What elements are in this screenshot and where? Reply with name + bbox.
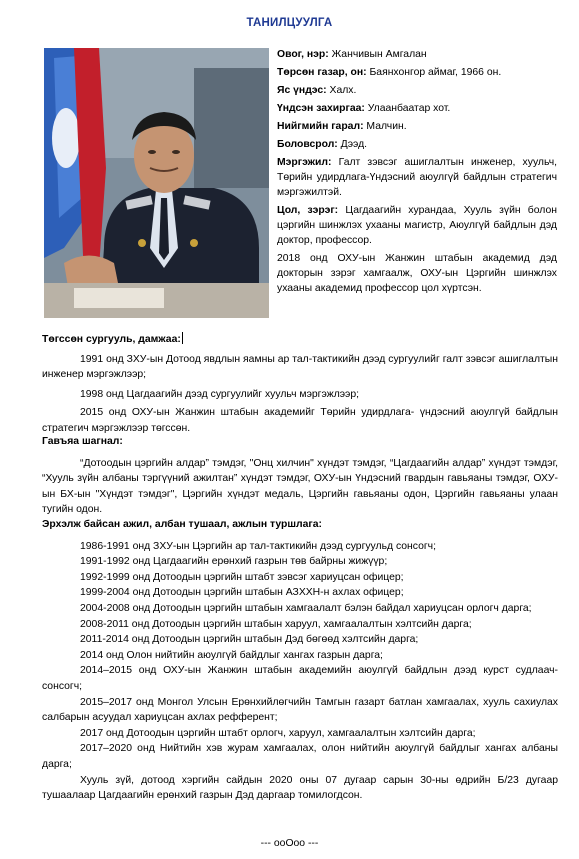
profile-row-education: [277, 137, 557, 152]
career-item: 2014–2015 онд ОХУ-ын Жанжин штабын академийн аюулгүй байдлын дээд курст судлаач-сонсогч;: [42, 665, 558, 692]
profile-row-origin: [277, 119, 557, 134]
awards-heading: Гавъяа шагнал:: [42, 436, 123, 447]
profile-row-rank: [277, 203, 557, 248]
career-item: 2004-2008 онд Дотоодын цэргийн штабын хамгаалалт бэлэн байдал хариуцсан орлогч дарга;: [80, 602, 532, 614]
profile-row-birth: [277, 65, 557, 80]
profile-row-name: [277, 47, 557, 62]
profile-row-residence: [277, 101, 557, 116]
career-item: Хууль зүй, дотоод хэргийн сайдын 2020 оны 07 дугаар сарын 30-ны өдрийн Б/23 дугаар тушаалаар Цагдаагийн ерөнхий газрын Дэд даргаар томилогдсон.: [42, 774, 558, 802]
profession-label: Мэргэжил:: [277, 157, 332, 168]
career-item: 2017–2020 онд Нийтийн хэв журам хамгаалах, олон нийтийн аюулгүй байдлыг хангах албаны дарга;: [42, 743, 558, 770]
rank-value: Цагдаагийн хурандаа, Хууль зүйн болон цэргийн шинжлэх ухааны магистр, Аюулгүй байдлын дэд доктор, профессор.: [277, 205, 558, 246]
portrait-photo: [44, 48, 269, 318]
education-level-value: Дээд.: [337, 139, 368, 150]
birth-value: Баянхонгор аймаг, 1966 он.: [366, 67, 502, 78]
career-section: [42, 517, 558, 804]
profile-row-profession: [277, 155, 557, 200]
education-level-label: Боловсрол:: [277, 139, 338, 150]
awards-section: [42, 434, 558, 518]
page-title: ТАНИЛЦУУЛГА: [246, 17, 333, 29]
career-item: 2008-2011 онд Дотоодын цэргийн штабын харуул, хамгаалалтын хэлтсийн дарга;: [80, 618, 472, 630]
rank-label: Цол, зэрэг:: [277, 205, 339, 216]
footer-separator: --- ooOoo ---: [260, 838, 319, 849]
career-item: 2015–2017 онд Монгол Улсын Ерөнхийлөгчийн Тамгын газарт батлан хамгаалах, хууль сахиулах салбарын асуудал хариуцсан ахлах рефферент;: [42, 696, 558, 724]
education-heading-text: Төгссөн сургууль, дамжаа:: [42, 334, 181, 345]
ethnicity-label: Яс үндэс:: [277, 85, 327, 96]
career-item: 1991-1992 онд Цагдаагийн ерөнхий газрын төв байрны жижүүр;: [80, 556, 388, 568]
ethnicity-value: Халх.: [326, 85, 357, 96]
education-item: 2015 онд ОХУ-ын Жанжин штабын академийг Төрийн удирдлага- үндэсний аюулгүй байдлын стратегич мэргэжлээр төгссөн.: [42, 407, 558, 434]
education-item: 1998 онд Цагдаагийн дээд сургуулийг хуульч мэргэжлээр;: [80, 388, 360, 400]
profile-note: 2018 онд ОХУ-ын Жанжин штабын академид дэд докторын зэрэг хамгаалж, ОХУ-ын Цэргийн шинжлэх ухааны академид профессор цол хүртсэн.: [277, 253, 557, 294]
text-cursor: [182, 332, 183, 344]
career-heading: Эрхэлж байсан ажил, албан тушаал, ажлын туршлага:: [42, 519, 322, 530]
career-item: 2017 онд Дотоодын цэргийн штабт орлогч, харуул, хамгаалалтын хэлтсийн дарга;: [80, 727, 476, 739]
career-item: 1992-1999 онд Дотоодын цэргийн штабт зэвсэг хариуцсан офицер;: [80, 571, 404, 583]
career-item: 1999-2004 онд Дотоодын цэргийн штабын АЗХХН-н ахлах офицер;: [80, 587, 404, 599]
profile-row-ethnicity: [277, 83, 557, 98]
name-label: Овог, нэр:: [277, 49, 329, 60]
profile-info: [277, 47, 557, 299]
name-value: Жанчивын Амгалан: [328, 49, 427, 60]
education-heading: [42, 332, 558, 348]
career-item: 2014 онд Олон нийтийн аюулгүй байдлыг хангах газрын дарга;: [80, 649, 383, 661]
origin-value: Малчин.: [363, 121, 407, 132]
career-item: 1986-1991 онд ЗХУ-ын Цэргийн ар тал-тактикийн дээд сургуульд сонсогч;: [80, 540, 436, 552]
residence-value: Улаанбаатар хот.: [364, 103, 451, 114]
portrait-illustration: [44, 48, 269, 318]
career-list: [42, 539, 558, 804]
career-item: 2011-2014 онд Дотоодын цэргийн штабын Дэд бөгөөд хэлтсийн дарга;: [80, 634, 419, 646]
origin-label: Нийгмийн гарал:: [277, 121, 364, 132]
profession-value: Галт зэвсэг ашиглалтын инженер, хуульч, Төрийн удирдлага-Үндэсний аюулгүй байдлын стратегич мэргэжилтэй.: [277, 157, 557, 198]
awards-text: “Дотоодын цэргийн алдар” тэмдэг, "Онц хилчин" хүндэт тэмдэг, “Цагдаагийн алдар” хүндэт тэмдэг, “Хууль зүйн албаны тэргүүний ажилтан” хүндэт тэмдэг, ОХУ-ын Үндэсний гвардын гавьяаны тэмдэг, ОХУ-ын БХ-ын "Хүндэт тэмдэг", Цэргийн хүндэт медаль, Цэргийн гавьяаны одон, Цэргийн гавьяаны улаан тугийн одон.: [42, 457, 558, 516]
residence-label: Үндсэн захиргаа:: [277, 103, 365, 114]
birth-label: Төрсөн газар, он:: [277, 67, 367, 78]
education-item: 1991 онд ЗХУ-ын Дотоод явдлын яамны ар тал-тактикийн дээд сургуулийг галт зэвсэг ашиглалтын инженер мэргэжлээр;: [42, 353, 558, 381]
education-section: [42, 332, 558, 437]
